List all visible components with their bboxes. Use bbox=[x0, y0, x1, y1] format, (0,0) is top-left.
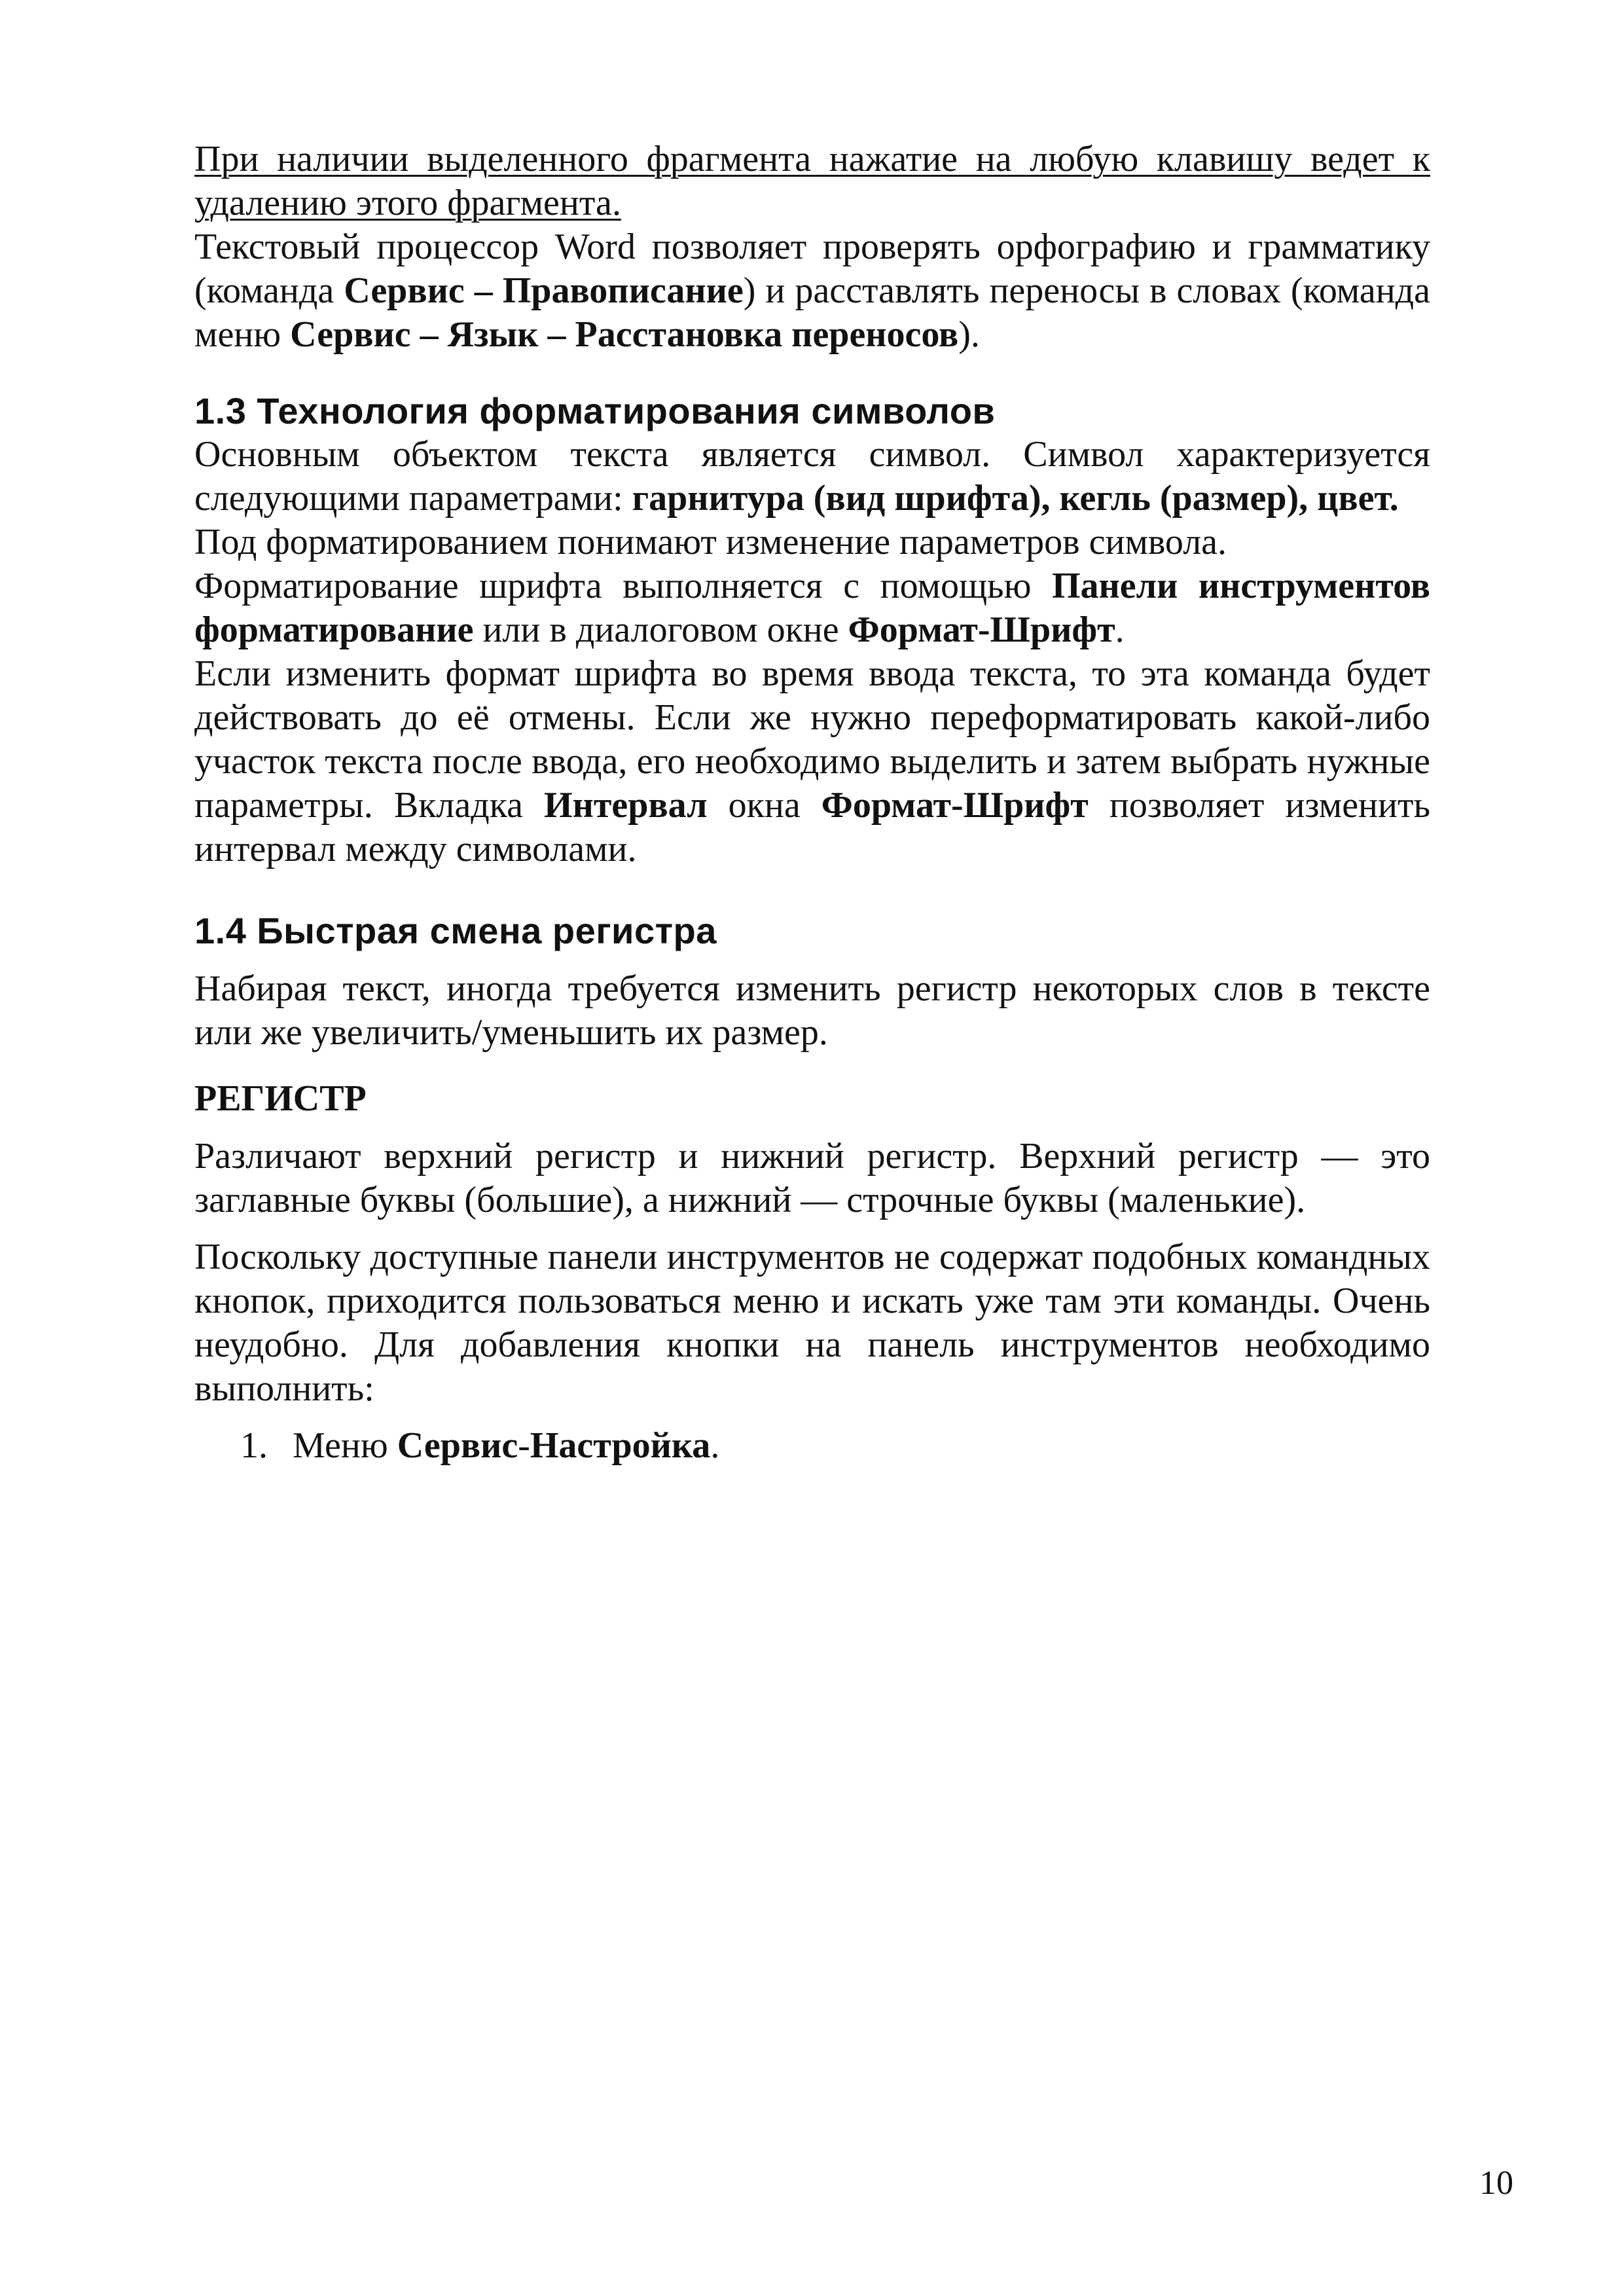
list-item bbox=[194, 1424, 1430, 1468]
steps-list bbox=[194, 1424, 1430, 1468]
text-run: Если изменить формат шрифта во время ввода текста, то эта команда будет действовать до её отмены. Если же нужно переформатировать какой-либо участок текста после ввода, его необходимо выделить и затем выбрать нужные параметры. Вкладка bbox=[194, 653, 1430, 826]
menu-settings-term: Настройка bbox=[530, 1425, 711, 1466]
format-font-term: Формат-Шрифт bbox=[848, 610, 1115, 650]
section-1-4-paragraph-3: Поскольку доступные панели инструментов не содержат подобных командных кнопок, приходится пользоваться меню и искать уже там эти команды. Очень неудобно. Для добавления кнопки на панель инструментов необходимо выполнить: bbox=[194, 1237, 1430, 1409]
intro-paragraph-1: При наличии выделенного фрагмента нажатие на любую клавишу ведет к удалению этого фрагмента. bbox=[194, 139, 1430, 223]
section-1-4-paragraph-1: Набирая текст, иногда требуется изменить регистр некоторых слов в тексте или же увеличить/уменьшить их размер. bbox=[194, 968, 1430, 1053]
section-1-3-paragraph-1 bbox=[194, 433, 1430, 520]
text-run: позволяет изменить интервал между символами. bbox=[194, 785, 1431, 869]
text-run: - bbox=[518, 1425, 530, 1466]
section-1-3-heading: 1.3 Технология форматирования символов bbox=[194, 390, 996, 431]
section-1-3-paragraph-3 bbox=[194, 564, 1430, 652]
text-run: ) и расставлять переносы в словах (команда меню bbox=[194, 270, 1431, 355]
character-parameters: гарнитура (вид шрифта), кегль (размер), цвет. bbox=[632, 478, 1399, 519]
command-service-spelling: Сервис – Правописание bbox=[344, 270, 744, 311]
text-run: Текстовый процессор Word позволяет проверять орфографию и грамматику (команда bbox=[194, 227, 1430, 311]
page-content bbox=[194, 137, 1430, 1468]
text-run: . bbox=[1115, 610, 1125, 650]
section-1-4-heading: 1.4 Быстрая смена регистра bbox=[194, 910, 717, 951]
section-1-3-paragraph-4 bbox=[194, 652, 1430, 871]
text-run: или в диалоговом окне bbox=[473, 610, 848, 650]
page-number: 10 bbox=[1479, 2164, 1513, 2202]
intro-paragraph-2 bbox=[194, 225, 1430, 357]
list-item-number: 1. bbox=[240, 1425, 268, 1466]
toolbar-formatting-term: Панели инструментов форматирование bbox=[194, 566, 1430, 650]
register-subheading: РЕГИСТР bbox=[194, 1078, 367, 1119]
text-run: ). bbox=[958, 314, 980, 355]
text-run: окна bbox=[707, 785, 821, 826]
command-hyphenation: Сервис – Язык – Расстановка переносов bbox=[290, 314, 959, 355]
text-run: Меню bbox=[293, 1425, 397, 1466]
section-1-4-paragraph-2: Различают верхний регистр и нижний регистр. Верхний регистр — это заглавные буквы (большие), а нижний — строчные буквы (маленькие). bbox=[194, 1136, 1430, 1220]
format-font-term: Формат-Шрифт bbox=[821, 785, 1089, 826]
menu-service-term: Сервис bbox=[397, 1425, 518, 1466]
text-run: Форматирование шрифта выполняется с помощью bbox=[194, 566, 1052, 606]
text-run: Основным объектом текста является символ. Символ характеризуется следующими параметрами: bbox=[194, 434, 1430, 519]
section-1-3-paragraph-2: Под форматированием понимают изменение параметров символа. bbox=[194, 522, 1227, 562]
interval-tab-term: Интервал bbox=[544, 785, 708, 826]
text-run: . bbox=[710, 1425, 720, 1466]
